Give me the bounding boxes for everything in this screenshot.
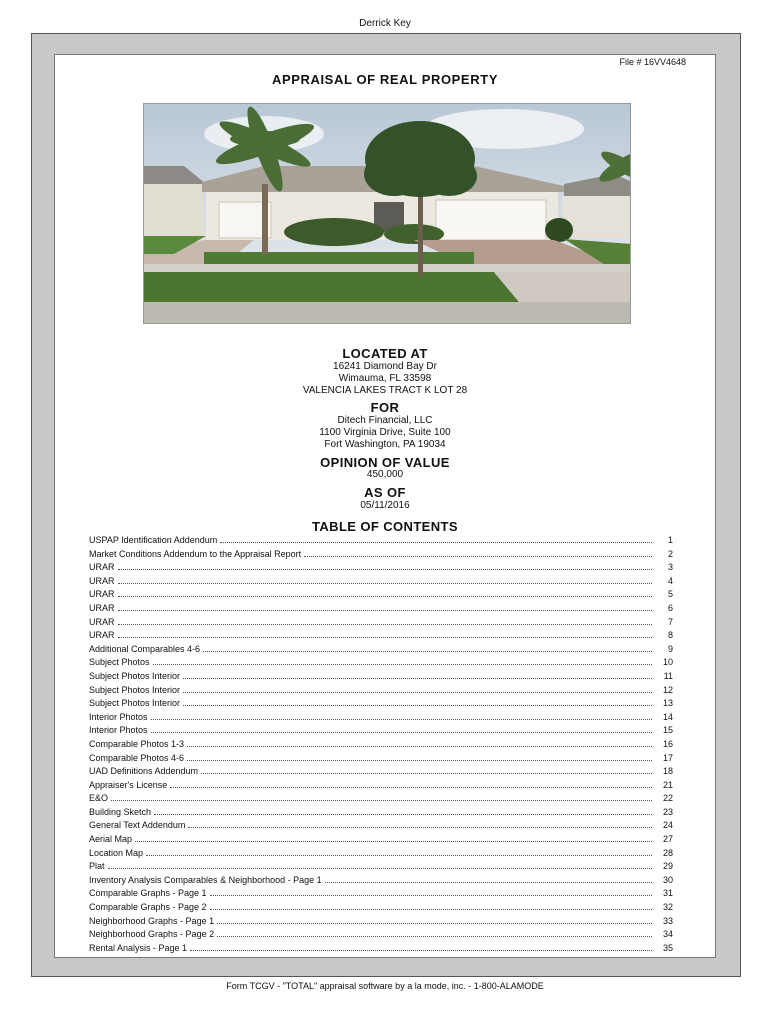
- toc-row: [89, 753, 673, 767]
- toc-leader-dots: [210, 888, 652, 896]
- toc-row: [89, 875, 673, 889]
- toc-leader-dots: [183, 685, 652, 693]
- toc-row: [89, 780, 673, 794]
- toc-item-page: 10: [662, 657, 673, 668]
- effective-date: 05/11/2016: [360, 500, 410, 511]
- toc-item-page: 17: [662, 752, 673, 763]
- toc-leader-dots: [151, 725, 652, 733]
- opinion-of-value-heading: OPINION OF VALUE: [320, 455, 450, 470]
- toc-item-label: Neighborhood Graphs - Page 1: [89, 915, 215, 926]
- toc-item-label: Interior Photos: [89, 725, 148, 736]
- toc-leader-dots: [190, 943, 652, 951]
- toc-row: [89, 617, 673, 631]
- subject-property-photo: [143, 103, 631, 324]
- toc-item-page: 24: [662, 820, 673, 831]
- toc-item-page: 23: [662, 806, 673, 817]
- toc-row: [89, 861, 673, 875]
- toc-leader-dots: [154, 807, 652, 815]
- toc-item-page: 14: [662, 711, 673, 722]
- toc-item-page: 32: [662, 902, 673, 913]
- toc-row: [89, 807, 673, 821]
- toc-row: [89, 549, 673, 563]
- toc-item-label: Interior Photos: [89, 711, 148, 722]
- toc-item-page: 21: [662, 779, 673, 790]
- address-line-1: 16241 Diamond Bay Dr: [333, 361, 437, 372]
- opinion-of-value: 450,000: [366, 469, 404, 480]
- form-footer: Form TCGV - "TOTAL" appraisal software by a la mode, inc. - 1-800-ALAMODE: [226, 981, 544, 991]
- toc-row: [89, 562, 673, 576]
- toc-row: [89, 685, 673, 699]
- toc-leader-dots: [217, 929, 652, 937]
- toc-row: [89, 739, 673, 753]
- toc-item-label: Rental Analysis - Page 1: [89, 942, 188, 953]
- toc-item-label: Location Map: [89, 847, 144, 858]
- toc-row: [89, 916, 673, 930]
- client-address-1: 1100 Virginia Drive, Suite 100: [319, 427, 451, 438]
- toc-item-page: 29: [662, 861, 673, 872]
- toc-row: [89, 644, 673, 658]
- toc-leader-dots: [108, 861, 652, 869]
- toc-row: [89, 698, 673, 712]
- toc-leader-dots: [201, 766, 652, 774]
- toc-row: [89, 820, 673, 834]
- toc-leader-dots: [325, 875, 652, 883]
- toc-leader-dots: [118, 603, 652, 611]
- address-line-2: Wimauma, FL 33598: [338, 373, 432, 384]
- toc-row: [89, 793, 673, 807]
- toc-item-label: Building Sketch: [89, 806, 152, 817]
- toc-item-label: Appraiser's License: [89, 779, 168, 790]
- toc-item-label: Subject Photos Interior: [89, 698, 181, 709]
- toc-item-page: 27: [662, 834, 673, 845]
- toc-row: [89, 848, 673, 862]
- table-of-contents-heading: TABLE OF CONTENTS: [312, 519, 458, 534]
- toc-leader-dots: [187, 739, 652, 747]
- toc-leader-dots: [146, 848, 652, 856]
- toc-item-label: Comparable Photos 4-6: [89, 752, 185, 763]
- toc-row: [89, 888, 673, 902]
- toc-item-label: URAR: [89, 602, 115, 613]
- toc-item-label: Market Conditions Addendum to the Appraisal Report: [89, 548, 302, 559]
- toc-item-page: 33: [662, 915, 673, 926]
- toc-item-label: URAR: [89, 616, 115, 627]
- page-title: APPRAISAL OF REAL PROPERTY: [271, 72, 499, 87]
- toc-item-page: 15: [662, 725, 673, 736]
- toc-item-page: 8: [667, 630, 673, 641]
- as-of-heading: AS OF: [364, 485, 406, 500]
- toc-item-label: Subject Photos Interior: [89, 670, 181, 681]
- toc-item-label: Subject Photos: [89, 657, 150, 668]
- file-number: File # 16VV4648: [619, 57, 686, 67]
- toc-leader-dots: [135, 834, 652, 842]
- toc-item-page: 18: [662, 766, 673, 777]
- toc-item-label: USPAP Identification Addendum: [89, 535, 218, 545]
- toc-item-label: General Text Addendum: [89, 820, 186, 831]
- toc-leader-dots: [217, 916, 652, 924]
- toc-leader-dots: [183, 698, 652, 706]
- toc-item-label: Comparable Graphs - Page 2: [89, 902, 207, 913]
- toc-leader-dots: [183, 671, 652, 679]
- toc-item-page: 7: [667, 616, 673, 627]
- toc-leader-dots: [203, 644, 652, 652]
- toc-item-page: 28: [662, 847, 673, 858]
- toc-item-page: 31: [662, 888, 673, 899]
- toc-row: [89, 589, 673, 603]
- toc-item-page: 22: [662, 793, 673, 804]
- toc-item-page: 30: [662, 874, 673, 885]
- toc-row: [89, 535, 673, 549]
- toc-leader-dots: [118, 576, 652, 584]
- toc-row: [89, 657, 673, 671]
- located-at-heading: LOCATED AT: [342, 346, 428, 361]
- toc-leader-dots: [118, 630, 652, 638]
- header-name: Derrick Key: [359, 18, 411, 29]
- toc-item-label: E&O: [89, 793, 109, 804]
- toc-leader-dots: [304, 549, 652, 557]
- toc-row: [89, 603, 673, 617]
- toc-item-label: Additional Comparables 4-6: [89, 643, 201, 654]
- toc-row: [89, 929, 673, 943]
- toc-item-page: 35: [662, 942, 673, 953]
- toc-item-label: Aerial Map: [89, 834, 133, 845]
- toc-item-label: URAR: [89, 589, 115, 600]
- toc-leader-dots: [118, 562, 652, 570]
- toc-item-label: URAR: [89, 562, 115, 573]
- toc-item-label: URAR: [89, 575, 115, 586]
- toc-row: [89, 671, 673, 685]
- legal-description: VALENCIA LAKES TRACT K LOT 28: [302, 385, 468, 396]
- toc-leader-dots: [118, 589, 652, 597]
- toc-item-label: URAR: [89, 630, 115, 641]
- toc-item-label: Inventory Analysis Comparables & Neighborhood - Page 1: [89, 874, 322, 885]
- toc-item-page: 9: [667, 643, 673, 654]
- toc-item-page: 1: [667, 535, 673, 545]
- toc-leader-dots: [188, 820, 652, 828]
- toc-item-page: 5: [667, 589, 673, 600]
- toc-item-label: UAD Definitions Addendum: [89, 766, 199, 777]
- table-of-contents: [89, 535, 673, 956]
- toc-leader-dots: [118, 617, 652, 625]
- toc-leader-dots: [187, 753, 652, 761]
- toc-leader-dots: [153, 657, 652, 665]
- toc-row: [89, 902, 673, 916]
- toc-item-label: Comparable Photos 1-3: [89, 738, 185, 749]
- toc-item-page: 2: [667, 548, 673, 559]
- client-address-2: Fort Washington, PA 19034: [324, 439, 446, 450]
- toc-leader-dots: [170, 780, 652, 788]
- toc-row: [89, 630, 673, 644]
- toc-leader-dots: [220, 535, 652, 543]
- toc-leader-dots: [151, 712, 652, 720]
- for-heading: FOR: [370, 400, 400, 415]
- toc-item-label: Comparable Graphs - Page 1: [89, 888, 207, 899]
- toc-item-page: 16: [662, 738, 673, 749]
- toc-item-label: Neighborhood Graphs - Page 2: [89, 929, 215, 940]
- toc-item-page: 12: [662, 684, 673, 695]
- toc-item-page: 34: [662, 929, 673, 940]
- toc-item-page: 4: [667, 575, 673, 586]
- toc-row: [89, 725, 673, 739]
- toc-item-page: 6: [667, 602, 673, 613]
- toc-item-page: 3: [667, 562, 673, 573]
- toc-row: [89, 576, 673, 590]
- toc-row: [89, 766, 673, 780]
- toc-leader-dots: [111, 793, 652, 801]
- toc-item-page: 11: [663, 670, 673, 681]
- toc-item-page: 13: [662, 698, 673, 709]
- client-name: Ditech Financial, LLC: [337, 415, 433, 426]
- toc-row: [89, 712, 673, 726]
- toc-row: [89, 943, 673, 957]
- toc-row: [89, 834, 673, 848]
- toc-item-label: Subject Photos Interior: [89, 684, 181, 695]
- toc-item-label: Plat: [89, 861, 105, 872]
- toc-leader-dots: [210, 902, 652, 910]
